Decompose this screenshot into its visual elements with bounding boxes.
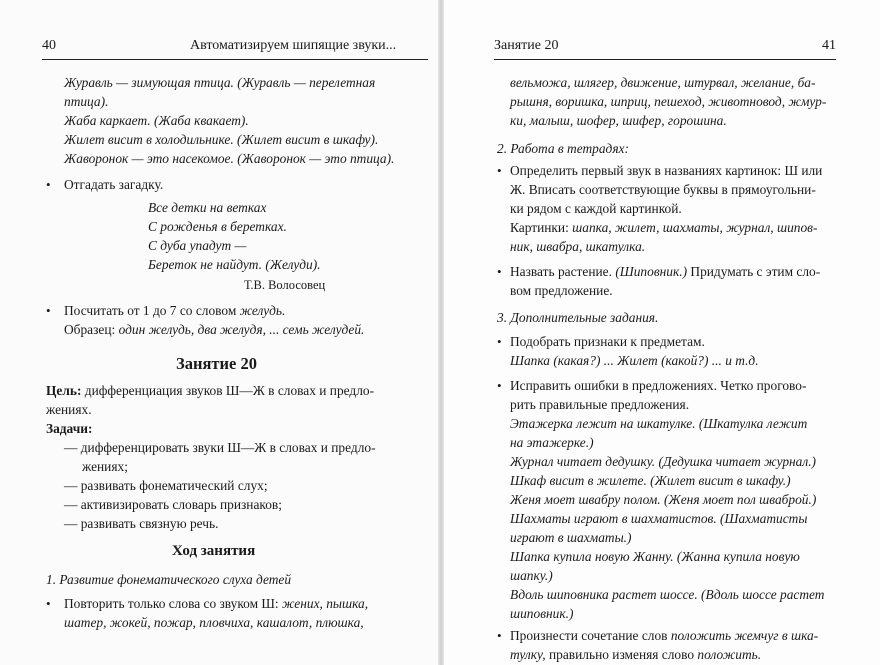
fix-sentence: Шапка купила новую Жанну. (Жанна купила новую xyxy=(510,549,800,564)
tasks-label: Задачи: xyxy=(46,421,93,436)
fix-sentence: Шахматы играют в шахматистов. (Шахматисты xyxy=(510,511,808,526)
fix-sentence: на этажерке.) xyxy=(510,435,594,450)
subsection-1: 1. Развитие фонематического слуха детей xyxy=(46,572,292,587)
goal-line xyxy=(46,381,374,400)
attrs-task: Подобрать признаки к предметам. xyxy=(510,334,705,349)
right-header-rule xyxy=(494,59,836,60)
plant-text: Назвать растение. xyxy=(510,264,616,279)
goal-line-2: жениях. xyxy=(46,402,92,417)
bullet-icon: • xyxy=(497,334,502,349)
sample-line xyxy=(64,320,364,339)
subsection-3: 3. Дополнительные задания. xyxy=(497,310,659,325)
subsection-2: 2. Работа в тетрадях: xyxy=(497,141,629,156)
count-task-text: Посчитать от 1 до 7 со словом xyxy=(64,303,240,318)
task-item: — развивать связную речь. xyxy=(64,516,219,531)
plant-text-suffix: Придумать с этим сло- xyxy=(687,264,821,279)
riddle-line: С рожденья в беретках. xyxy=(148,219,287,234)
goal-text: дифференциация звуков Ш—Ж в словах и предло- xyxy=(81,383,375,398)
pictures-label: Картинки: xyxy=(510,220,573,235)
plant-answer: (Шиповник.) xyxy=(615,264,688,279)
repeat-task xyxy=(64,594,368,613)
correction-line: Жилет висит в холодильнике. (Жилет висит в шкафу). xyxy=(64,132,379,147)
phrase-words: положить жемчуг в шка- xyxy=(670,628,819,643)
fix-sentence: Шкаф висит в жилете. (Жилет висит в шкафу.) xyxy=(510,473,791,488)
riddle-line: Все детки на ветках xyxy=(148,200,267,215)
riddle-task: Отгадать загадку. xyxy=(64,177,164,192)
notebook-task-line: ки рядом с каждой картинкой. xyxy=(510,201,682,216)
fix-sentence: играют в шахматы.) xyxy=(510,530,632,545)
goal-label: Цель: xyxy=(46,383,82,398)
riddle-line: Береток не найдут. (Желуди). xyxy=(148,257,321,272)
phrase-task xyxy=(510,626,818,645)
fix-sentence: Журнал читает дедушку. (Дедушка читает журнал.) xyxy=(510,454,817,469)
left-page-number: 40 xyxy=(42,38,56,53)
phrase-words-2: тулку, xyxy=(510,647,546,662)
task-item: — дифференцировать звуки Ш—Ж в словах и предло- xyxy=(64,440,376,455)
correction-line: птица). xyxy=(64,94,109,109)
sample-text: один желудь, два желудя, ... семь желудей. xyxy=(118,322,365,337)
section-title: Ход занятия xyxy=(172,543,256,559)
correction-line: Жаба каркает. (Жаба квакает). xyxy=(64,113,249,128)
plant-task xyxy=(510,262,820,281)
fix-sentence: шиповник.) xyxy=(510,606,574,621)
phrase-task-2 xyxy=(510,645,761,664)
word-line: рышня, воришка, шприц, пешеход, животновод, жмур- xyxy=(510,94,827,109)
riddle-author: Т.В. Волосовец xyxy=(244,278,326,292)
attrs-example: Шапка (какая?) ... Жилет (какой?) ... и т.д. xyxy=(510,353,759,368)
notebook-task-line: Ж. Вписать соответствующие буквы в прямоугольни- xyxy=(510,182,816,197)
bullet-icon: • xyxy=(46,596,51,611)
fix-task-line: Исправить ошибки в предложениях. Четко прогово- xyxy=(510,378,807,393)
right-running-head: Занятие 20 xyxy=(494,38,559,53)
phrase-text-2: правильно изменяя слово xyxy=(545,647,698,662)
fix-sentence: Вдоль шиповника растет шоссе. (Вдоль шоссе растет xyxy=(510,587,825,602)
correction-line: Журавль — зимующая птица. (Журавль — перелетная xyxy=(64,75,376,90)
count-task-word: желудь. xyxy=(239,303,286,318)
pictures-line xyxy=(510,218,817,237)
word-line: ки, малыш, шофер, шифер, горошина. xyxy=(510,113,727,128)
correction-line: Жаворонок — это насекомое. (Жаворонок — это птица). xyxy=(64,151,395,166)
pictures-words: шапка, жилет, шахматы, журнал, шипов- xyxy=(572,220,818,235)
fix-sentence: шапку.) xyxy=(510,568,553,583)
bullet-icon: • xyxy=(46,303,51,318)
fix-sentence: Женя моет швабру полом. (Женя моет пол шваброй.) xyxy=(510,492,817,507)
fix-task-line: рить правильные предложения. xyxy=(510,397,690,412)
task-item: — развивать фонематический слух; xyxy=(64,478,268,493)
riddle-line: С дуба упадут — xyxy=(148,238,247,253)
repeat-words: жених, пышка, xyxy=(282,596,369,611)
repeat-words-2: шатер, жокей, пожар, пловчиха, кашалот, плюшка, xyxy=(64,615,364,630)
bullet-icon: • xyxy=(497,378,502,393)
left-header-rule xyxy=(42,59,428,60)
pictures-words-2: ник, швабра, шкатулка. xyxy=(510,239,646,254)
bullet-icon: • xyxy=(497,264,502,279)
task-item-cont: жениях; xyxy=(82,459,128,474)
bullet-icon: • xyxy=(497,628,502,643)
bullet-icon: • xyxy=(497,163,502,178)
fix-sentence: Этажерка лежит на шкатулке. (Шкатулка лежит xyxy=(510,416,808,431)
plant-task-2: вом предложение. xyxy=(510,283,613,298)
repeat-text: Повторить только слова со звуком Ш: xyxy=(64,596,283,611)
right-page-number: 41 xyxy=(822,38,836,53)
notebook-task-line: Определить первый звук в названиях картинок: Ш или xyxy=(510,163,823,178)
phrase-text: Произнести сочетание слов xyxy=(510,628,671,643)
word-line: вельможа, шлягер, движение, штурвал, желание, ба- xyxy=(510,75,816,90)
bullet-icon: • xyxy=(46,177,51,192)
count-task xyxy=(64,301,285,320)
sample-label: Образец: xyxy=(64,322,119,337)
left-running-head: Автоматизируем шипящие звуки... xyxy=(190,38,397,53)
task-item: — активизировать словарь признаков; xyxy=(64,497,282,512)
lesson-title: Занятие 20 xyxy=(176,354,257,373)
phrase-word-end: положить. xyxy=(697,647,762,662)
